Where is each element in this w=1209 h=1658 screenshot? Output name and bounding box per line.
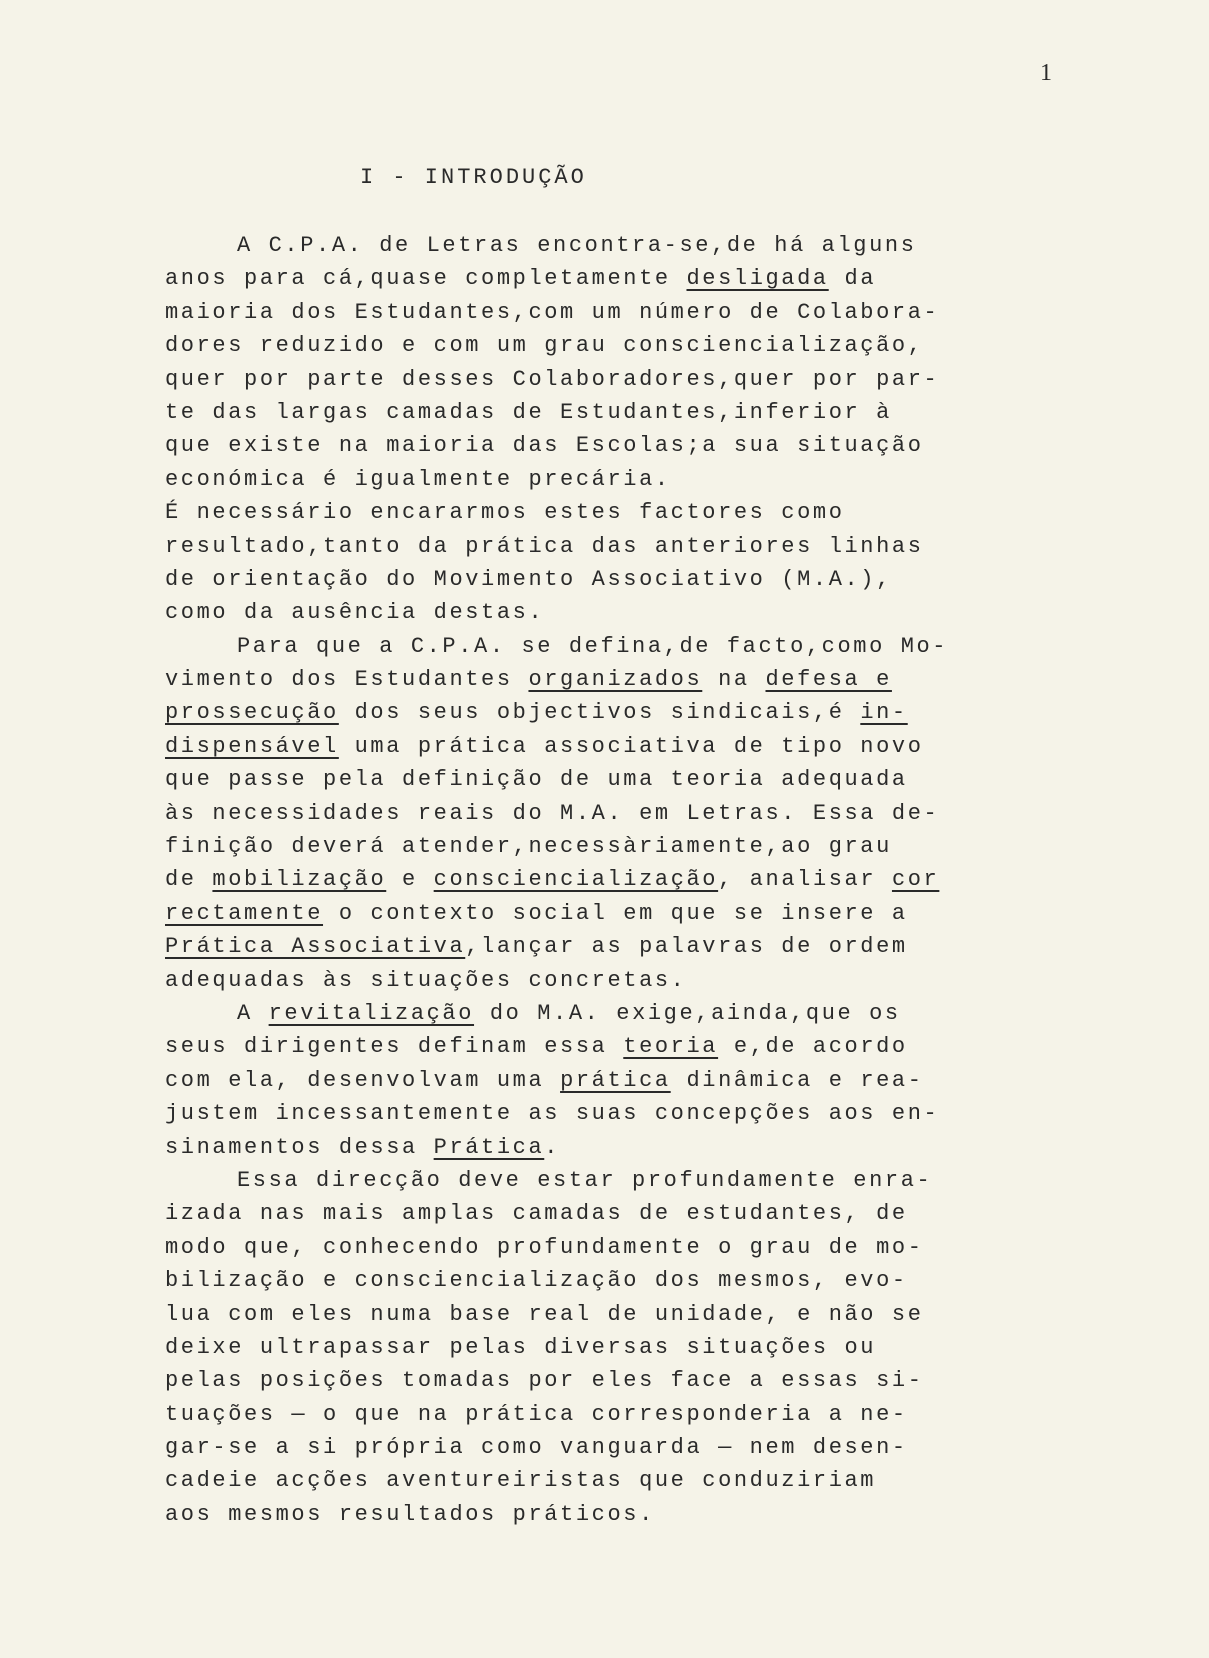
text-line bbox=[165, 1431, 1045, 1464]
underlined-text: defesa e bbox=[765, 667, 892, 693]
underlined-text: dispensável bbox=[165, 733, 339, 759]
text-segment: de orientação do Movimento Associativo (M.A.), bbox=[165, 566, 892, 592]
underlined-text: cor bbox=[891, 867, 940, 893]
text-segment: uma prática associativa de tipo novo bbox=[338, 733, 924, 759]
text-line bbox=[165, 1030, 1045, 1063]
text-line bbox=[165, 630, 1045, 663]
text-segment: de bbox=[165, 867, 213, 893]
text-segment: pelas posições tomadas por eles face a essas si- bbox=[165, 1368, 924, 1394]
underlined-text: Prática bbox=[433, 1134, 545, 1160]
text-segment: do M.A. exige,ainda,que os bbox=[474, 1000, 901, 1026]
text-line bbox=[165, 1398, 1045, 1431]
text-line bbox=[165, 730, 1045, 763]
underlined-text: rectamente bbox=[165, 900, 324, 926]
text-line bbox=[165, 530, 1045, 563]
text-segment: maioria dos Estudantes,com um número de Colabora- bbox=[165, 299, 940, 325]
text-segment: vimento dos Estudantes bbox=[165, 667, 529, 693]
text-line bbox=[165, 1131, 1045, 1164]
text-segment: bilização e consciencialização dos mesmos, evo- bbox=[165, 1268, 908, 1294]
underlined-text: prática bbox=[560, 1067, 671, 1093]
text-segment: adequadas às situações concretas. bbox=[165, 967, 687, 993]
text-line bbox=[165, 329, 1045, 362]
underlined-text: revitalização bbox=[268, 1000, 475, 1026]
text-line bbox=[165, 563, 1045, 596]
text-line bbox=[165, 596, 1045, 629]
text-segment: izada nas mais amplas camadas de estudantes, de bbox=[165, 1201, 908, 1227]
text-line bbox=[165, 1197, 1045, 1230]
text-line bbox=[165, 763, 1045, 796]
text-line bbox=[165, 396, 1045, 429]
text-segment: o contexto social em que se insere a bbox=[323, 900, 908, 926]
text-segment: cadeie acções aventureiristas que conduziriam bbox=[165, 1468, 877, 1494]
text-segment: anos para cá,quase completamente bbox=[165, 266, 687, 292]
text-segment: justem incessantemente as suas concepções aos en- bbox=[165, 1101, 940, 1127]
text-segment: seus dirigentes definam essa bbox=[165, 1034, 624, 1060]
body-text bbox=[165, 229, 1045, 1531]
text-line bbox=[165, 663, 1045, 696]
text-segment: que passe pela definição de uma teoria adequada bbox=[165, 767, 908, 793]
underlined-text: teoria bbox=[623, 1034, 719, 1060]
text-segment: às necessidades reais do M.A. em Letras. Essa de- bbox=[165, 800, 940, 826]
text-segment: dinâmica e rea- bbox=[670, 1067, 924, 1093]
text-segment: aos mesmos resultados práticos. bbox=[165, 1501, 655, 1527]
text-segment: finição deverá atender,necessàriamente,ao grau bbox=[165, 834, 892, 860]
underlined-text: in- bbox=[860, 700, 908, 726]
text-segment: sinamentos dessa bbox=[165, 1134, 434, 1160]
text-segment: te das largas camadas de Estudantes,inferior à bbox=[165, 399, 892, 425]
underlined-text: prossecução bbox=[165, 700, 339, 726]
underlined-text: desligada bbox=[686, 266, 829, 292]
underlined-text: consciencialização bbox=[433, 867, 719, 893]
text-segment: dores reduzido e com um grau consciencialização, bbox=[165, 333, 924, 359]
text-segment: A bbox=[237, 1000, 269, 1026]
text-segment: com ela, desenvolvam uma bbox=[165, 1067, 561, 1093]
text-line bbox=[165, 496, 1045, 529]
text-line bbox=[165, 930, 1045, 963]
text-line bbox=[165, 1264, 1045, 1297]
text-segment: da bbox=[828, 266, 877, 292]
text-segment: , analisar bbox=[718, 867, 892, 893]
text-line bbox=[165, 1331, 1045, 1364]
text-segment: modo que, conhecendo profundamente o grau de mo- bbox=[165, 1234, 924, 1260]
text-segment: Para que a C.P.A. se defina,de facto,como Mo- bbox=[237, 633, 949, 659]
text-segment: A C.P.A. de Letras encontra-se,de há alguns bbox=[237, 233, 917, 258]
underlined-text: organizados bbox=[528, 667, 703, 693]
text-segment: dos seus objectivos sindicais,é bbox=[338, 700, 861, 726]
underlined-text: Prática Associativa bbox=[165, 934, 466, 960]
text-segment: e,de acordo bbox=[718, 1034, 908, 1060]
text-segment: deixe ultrapassar pelas diversas situações ou bbox=[165, 1334, 877, 1360]
text-segment: económica é igualmente precária. bbox=[165, 466, 671, 492]
text-line bbox=[165, 1164, 1045, 1197]
underlined-text: mobilização bbox=[212, 867, 387, 893]
text-line bbox=[165, 696, 1045, 729]
text-line bbox=[165, 296, 1045, 329]
section-heading: I - INTRODUÇÃO bbox=[360, 165, 587, 190]
text-line bbox=[165, 1231, 1045, 1264]
text-line bbox=[165, 797, 1045, 830]
text-line bbox=[165, 830, 1045, 863]
text-line bbox=[165, 863, 1045, 896]
text-line bbox=[165, 1464, 1045, 1497]
text-segment: na bbox=[702, 667, 766, 693]
text-line bbox=[165, 463, 1045, 496]
text-segment: e bbox=[386, 867, 434, 893]
text-segment: ,lançar as palavras de ordem bbox=[465, 934, 908, 960]
text-line bbox=[165, 1064, 1045, 1097]
text-segment: gar-se a si própria como vanguarda — nem desen- bbox=[165, 1435, 908, 1461]
text-line bbox=[165, 997, 1045, 1030]
text-line bbox=[165, 1298, 1045, 1331]
text-segment: É necessário encararmos estes factores como bbox=[165, 500, 845, 526]
text-line bbox=[165, 1097, 1045, 1130]
text-line bbox=[165, 429, 1045, 462]
text-line bbox=[165, 897, 1045, 930]
text-segment: tuações — o que na prática corresponderia a ne- bbox=[165, 1401, 908, 1427]
text-segment: como da ausência destas. bbox=[165, 600, 545, 626]
text-segment: lua com eles numa base real de unidade, e não se bbox=[165, 1301, 924, 1327]
text-line bbox=[165, 1498, 1045, 1531]
text-line bbox=[165, 363, 1045, 396]
text-line bbox=[165, 229, 1045, 262]
text-segment: quer por parte desses Colaboradores,quer por par- bbox=[165, 366, 940, 392]
text-segment: . bbox=[544, 1134, 561, 1160]
text-line bbox=[165, 1364, 1045, 1397]
text-segment: resultado,tanto da prática das anteriores linhas bbox=[165, 533, 924, 559]
text-line bbox=[165, 964, 1045, 997]
text-segment: que existe na maioria das Escolas;a sua situação bbox=[165, 433, 924, 459]
text-line bbox=[165, 262, 1045, 295]
page-number: 1 bbox=[1040, 60, 1052, 86]
text-segment: Essa direcção deve estar profundamente enra- bbox=[237, 1167, 933, 1193]
